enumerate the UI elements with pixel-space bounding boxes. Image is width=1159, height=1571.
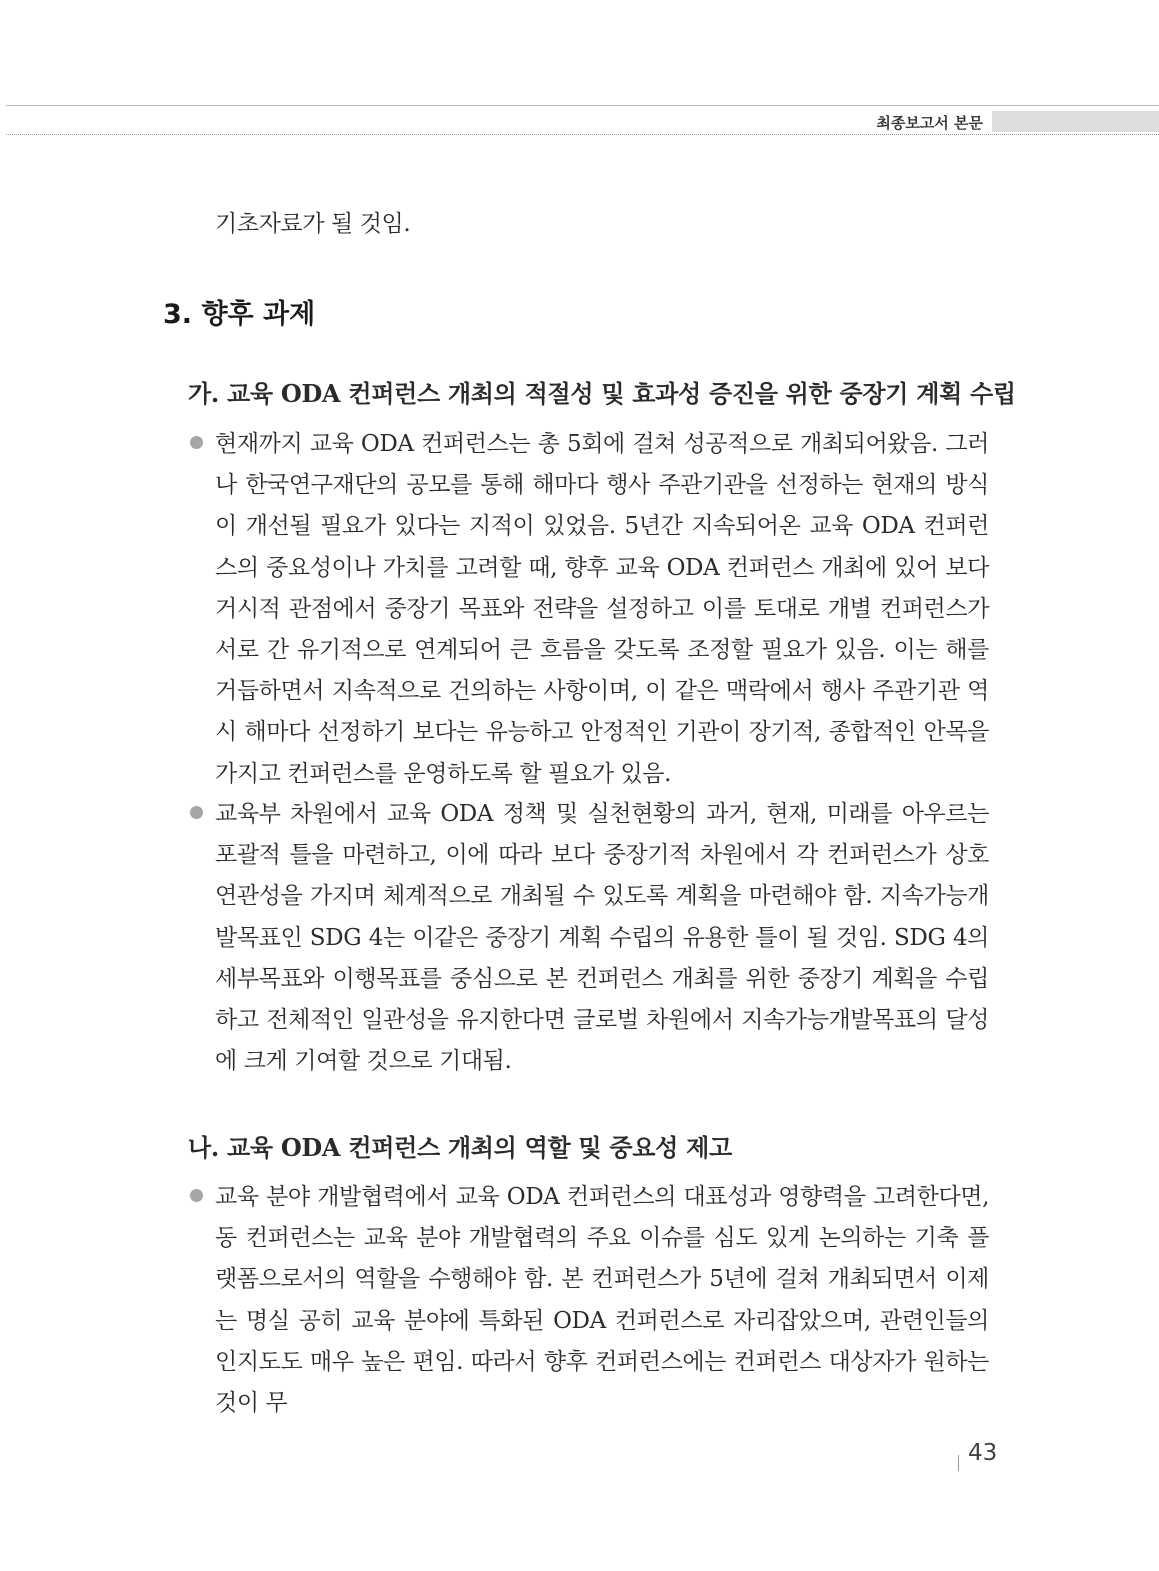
- header-tab-bar: [992, 111, 1159, 132]
- paragraph: 현재까지 교육 ODA 컨퍼런스는 총 5회에 걸쳐 성공적으로 개최되어왔음. 그러나 한국연구재단의 공모를 통해 해마다 행사 주관기관을 선정하는 현재의 방식이 개선될 필요가 있다는 지적이 있었음. 5년간 지속되어온 교육 ODA 컨퍼런스의 중요성이나 가치를 고려할 때, 향후 교육 ODA 컨퍼런스 개최에 있어 보다 거시적 관점에서 중장기 목표와 전략을 설정하고 이를 토대로 개별 컨퍼런스가 서로 간 유기적으로 연계되어 큰 흐름을 갖도록 조정할 필요가 있음. 이는 해를 거듭하면서 지속적으로 건의하는 사항이며, 이 같은 맥락에서 행사 주관기관 역시 해마다 선정하기 보다는 유능하고 안정적인 기관이 장기적, 종합적인 안목을 가지고 컨퍼런스를 운영하도록 할 필요가 있음.: [215, 431, 989, 787]
- header-rule: [6, 105, 1159, 106]
- section-title: 3. 향후 과제: [163, 299, 316, 330]
- bullet-icon: [190, 1189, 203, 1202]
- continuation-text: 기초자료가 될 것임.: [215, 211, 411, 237]
- bullet-icon: [190, 806, 203, 819]
- bullet-icon: [190, 436, 203, 449]
- paragraph: 교육부 차원에서 교육 ODA 정책 및 실천현황의 과거, 현재, 미래를 아우르는 포괄적 틀을 마련하고, 이에 따라 보다 중장기적 차원에서 각 컨퍼런스가 상호연관성을 가지며 체계적으로 개최될 수 있도록 계획을 마련해야 함. 지속가능개발목표인 SDG 4는 이같은 중장기 계획 수립의 유용한 틀이 될 것임. SDG 4의 세부목표와 이행목표를 중심으로 본 컨퍼런스 개최를 위한 중장기 계획을 수립하고 전체적인 일관성을 유지한다면 글로벌 차원에서 지속가능개발목표의 달성에 크게 기여할 것으로 기대됨.: [215, 801, 989, 1075]
- subsection-heading: 가. 교육 ODA 컨퍼런스 개최의 적절성 및 효과성 증진을 위한 중장기 계획 수립: [188, 379, 1016, 408]
- running-header: 최종보고서 본문: [876, 114, 983, 132]
- header-dotted-rule: [6, 134, 1159, 135]
- page-number: 43: [968, 1440, 998, 1466]
- subsection-heading: 나. 교육 ODA 컨퍼런스 개최의 역할 및 중요성 제고: [188, 1133, 732, 1162]
- paragraph: 교육 분야 개발협력에서 교육 ODA 컨퍼런스의 대표성과 영향력을 고려한다면, 동 컨퍼런스는 교육 분야 개발협력의 주요 이슈를 심도 있게 논의하는 기축 플랫폼으로서의 역할을 수행해야 함. 본 컨퍼런스가 5년에 걸쳐 개최되면서 이제는 명실 공히 교육 분야에 특화된 ODA 컨퍼런스로 자리잡았으며, 관련인들의 인지도도 매우 높은 편임. 따라서 향후 컨퍼런스에는 컨퍼런스 대상자가 원하는 것이 무: [215, 1184, 989, 1417]
- page-number-divider: [958, 1455, 959, 1471]
